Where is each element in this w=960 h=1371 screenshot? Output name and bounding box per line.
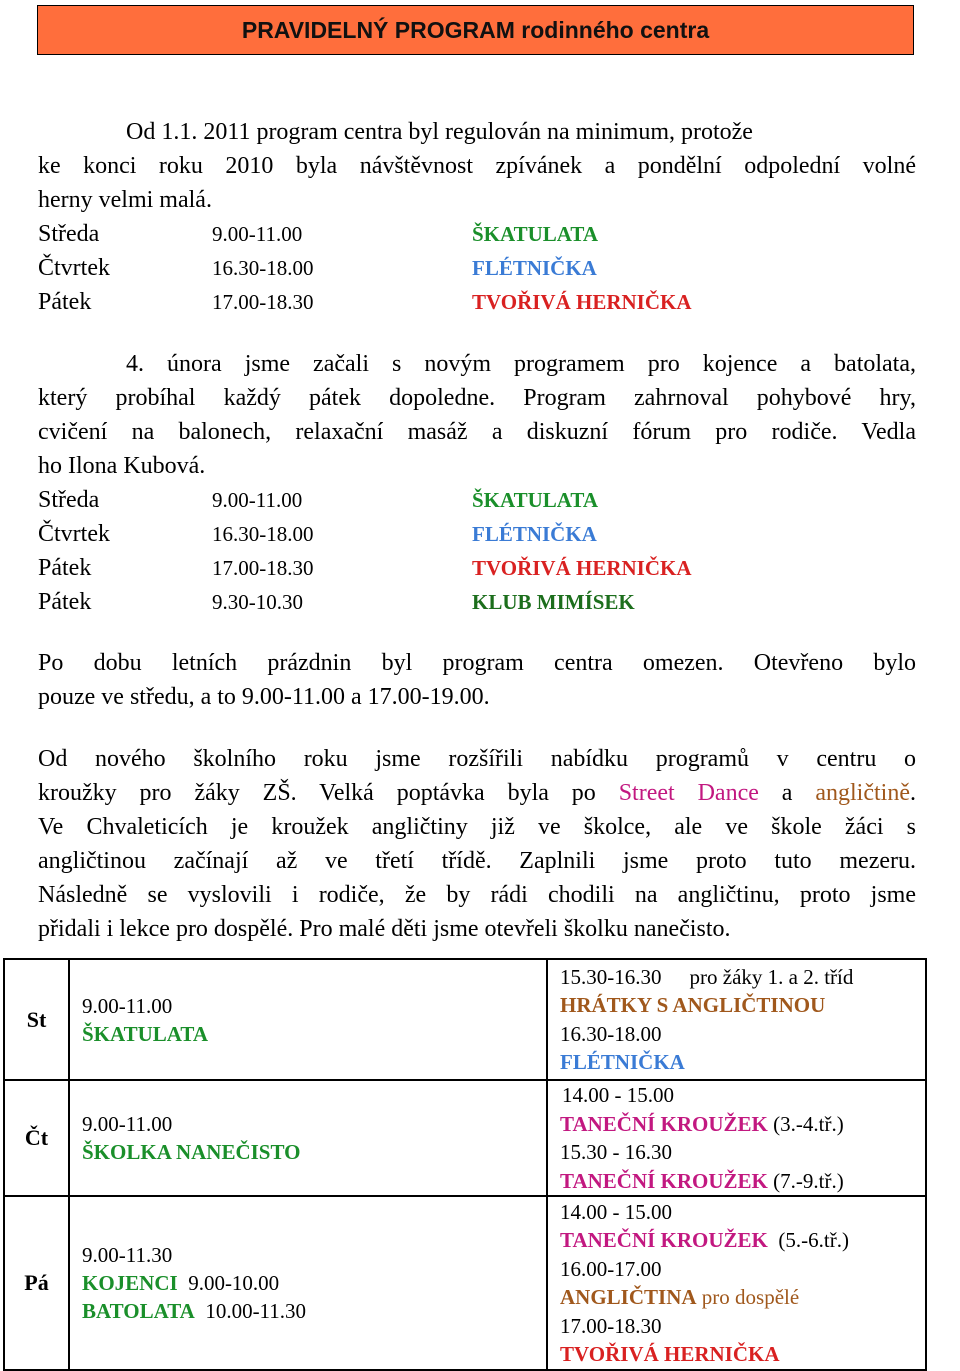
afternoon-cell [547,1196,926,1370]
program-text: TANEČNÍ KROUŽEK [560,1111,768,1136]
anglictina-text: angličtině [815,780,910,806]
program-label: KLUB MIMÍSEK [472,590,635,614]
text-line: ho Ilona Kubová. [38,453,206,479]
program-text: ŠKATULATA [82,1021,209,1046]
program-label: TVOŘIVÁ HERNIČKA [472,556,692,580]
schedule-table [3,958,927,1371]
street-dance-text: Street Dance [618,780,759,806]
text-span: kroužky pro žáky ZŠ. Velká poptávka byla po [38,780,619,806]
text-line: který probíhal každý pátek dopoledne. Program zahrnoval pohybové hry, [38,385,916,411]
time-text: 14.00 - 15.00 [560,1199,672,1224]
text-line: přidali i lekce pro dospělé. Pro malé děti jsme otevřeli školku nanečisto. [38,916,731,942]
program-line [82,1297,546,1325]
time-text: 17.00-18.30 [560,1313,662,1338]
time-text: 16.00-17.00 [560,1256,662,1281]
day-cell: St [4,959,69,1080]
time-label: 16.30-18.00 [212,522,314,546]
day-cell: Pá [4,1196,69,1370]
day-label: Pátek [38,589,92,615]
time-text: 15.30-16.30 [560,964,662,989]
time-label: 17.00-18.30 [212,556,314,580]
day-label: Středa [38,487,100,513]
program-line [82,1269,546,1297]
time-label: 9.30-10.30 [212,590,303,614]
program-text: TANEČNÍ KROUŽEK [560,1228,768,1252]
time-line [560,963,925,992]
table-row [4,1196,926,1370]
time-text: 9.00-10.00 [177,1271,280,1295]
day-label: Středa [38,221,100,247]
day-label: Čtvrtek [38,255,110,281]
morning-cell [69,959,547,1080]
program-label: ŠKATULATA [472,488,599,512]
note-text: (3.-4.tř.) [767,1111,844,1136]
time-text: 14.00 - 15.00 [562,1083,674,1107]
program-label: TVOŘIVÁ HERNIČKA [472,290,692,314]
program-line [560,1226,925,1255]
page-title: PRAVIDELNÝ PROGRAM rodinného centra [241,16,710,43]
time-label: 16.30-18.00 [212,256,314,280]
day-label: Pátek [38,555,92,581]
program-text: TVOŘIVÁ HERNIČKA [560,1342,780,1366]
text-line: Ve Chvaleticích je kroužek angličtiny již ve školce, ale ve škole žáci s [38,814,916,840]
day-label: Pátek [38,289,92,315]
program-text: ŠKOLKA NANEČISTO [82,1140,301,1164]
program-line [560,1110,925,1139]
program-text: HRÁTKY S ANGLIČTINOU [560,993,826,1017]
day-cell: Čt [4,1080,69,1196]
text-line: cvičení na balonech, relaxační masáž a diskuzní fórum pro rodiče. Vedla [38,419,916,445]
program-text: KOJENCI [82,1271,178,1295]
text-line: pouze ve středu, a to 9.00-11.00 a 17.00-19.00. [38,684,490,710]
text-line: 4. února jsme začali s novým programem pro kojence a batolata, [126,351,916,377]
summer-paragraph [38,646,916,714]
table-row [4,959,926,1080]
program-label: FLÉTNIČKA [472,256,597,280]
program-text: TANEČNÍ KROUŽEK [560,1168,768,1193]
note-text: (7.-9.tř.) [767,1168,844,1193]
text-line: Od 1.1. 2011 program centra byl regulován na minimum, protože [126,119,753,145]
program-line [560,1167,925,1196]
note-text: (5.-6.tř.) [767,1228,849,1252]
time-text: 16.30-18.00 [560,1021,662,1046]
time-text: 9.00-11.30 [82,1243,173,1267]
text-line: angličtinou začínají až ve třetí třídě. Zaplnili jsme proto tuto mezeru. [38,848,916,874]
text-line: Od nového školního roku jsme rozšířili nabídku programů v centru o [38,746,916,772]
afternoon-cell [547,1080,926,1196]
text-span: a [758,780,816,806]
text-line: herny velmi malá. [38,187,212,213]
time-text: 9.00-11.00 [82,1112,173,1136]
note-text: pro dospělé [696,1285,800,1309]
program-label: ŠKATULATA [472,222,599,246]
program-line [560,1283,925,1312]
intro-paragraph [38,115,916,217]
kojenci-paragraph [38,347,916,483]
time-label: 9.00-11.00 [212,488,303,512]
text-line: Následně se vyslovili i rodiče, že by rádi chodili na angličtinu, proto jsme [38,882,916,908]
time-text: 10.00-11.30 [194,1299,307,1323]
text-line: Po dobu letních prázdnin byl program centra omezen. Otevřeno bylo [38,650,916,676]
morning-cell [69,1080,547,1196]
program-text: BATOLATA [82,1299,195,1323]
program-text: ANGLIČTINA [560,1285,697,1309]
time-text: 9.00-11.00 [82,993,173,1018]
time-label: 17.00-18.30 [212,290,314,314]
program-text: FLÉTNIČKA [560,1050,685,1074]
text-span: . [910,780,916,806]
day-label: Čtvrtek [38,521,110,547]
time-text: 15.30 - 16.30 [560,1140,672,1164]
morning-cell [69,1196,547,1370]
text-line [38,776,916,810]
afternoon-cell [547,959,926,1080]
school-year-paragraph [38,742,916,946]
program-label: FLÉTNIČKA [472,522,597,546]
note-text: pro žáky 1. a 2. tříd [689,964,854,989]
table-row [4,1080,926,1196]
text-line: ke konci roku 2010 byla návštěvnost zpívánek a pondělní odpolední volné [38,153,916,179]
page-title-banner [37,5,914,55]
time-label: 9.00-11.00 [212,222,303,246]
